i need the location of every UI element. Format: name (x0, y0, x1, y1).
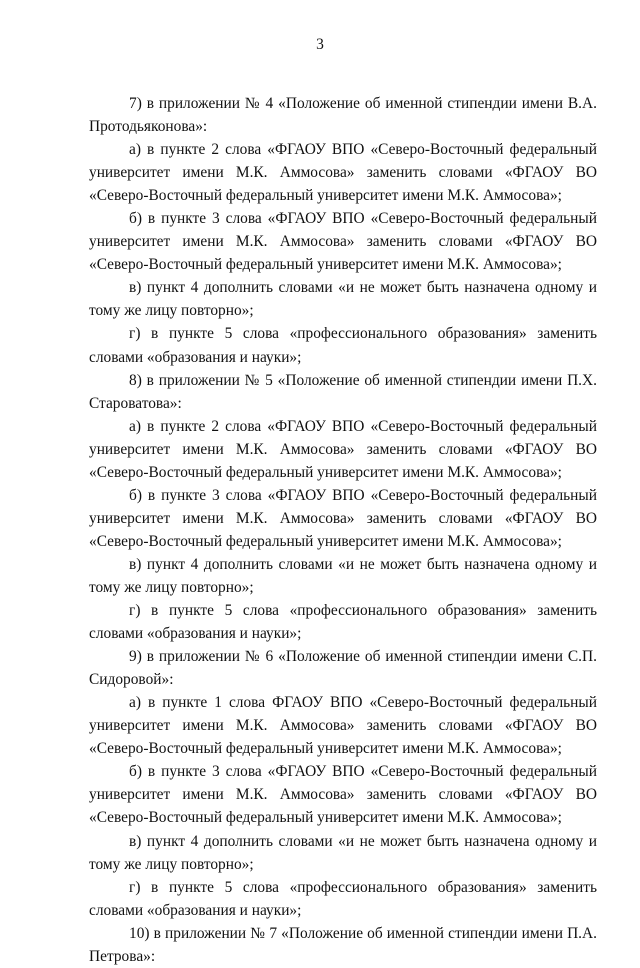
paragraph-9b: б) в пункте 3 слова «ФГАОУ ВПО «Северо-Восточный федеральный университет имени М.К. Аммосова» заменить словами «ФГАОУ ВО «Северо-Восточный федеральный университет имени М.К. Аммосова»; (89, 763, 597, 827)
page-number: 3 (316, 36, 324, 53)
paragraph-8b: б) в пункте 3 слова «ФГАОУ ВПО «Северо-Восточный федеральный университет имени М.К. Аммосова» заменить словами «ФГАОУ ВО «Северо-Восточный федеральный университет имени М.К. Аммосова»; (89, 486, 597, 550)
paragraph-7a: а) в пункте 2 слова «ФГАОУ ВПО «Северо-Восточный федеральный университет имени М.К. Аммосова» заменить словами «ФГАОУ ВО «Северо-Восточный федеральный университет имени М.К. Аммосова»; (89, 141, 597, 205)
paragraph-9a: а) в пункте 1 слова ФГАОУ ВПО «Северо-Восточный федеральный университет имени М.К. Аммосова» заменить словами «ФГАОУ ВО «Северо-Восточный федеральный университет имени М.К. Аммосова»; (89, 694, 597, 758)
paragraph-7b: б) в пункте 3 слова «ФГАОУ ВПО «Северо-Восточный федеральный университет имени М.К. Аммосова» заменить словами «ФГАОУ ВО «Северо-Восточный федеральный университет имени М.К. Аммосова»; (89, 210, 597, 274)
paragraph-9v: в) пункт 4 дополнить словами «и не может быть назначена одному и тому же лицу повторно»; (89, 832, 597, 873)
paragraph-item-10: 10) в приложении № 7 «Положение об именной стипендии имени П.А. Петрова»: (89, 924, 597, 965)
paragraph-item-8: 8) в приложении № 5 «Положение об именной стипендии имени П.Х. Староватова»: (89, 371, 597, 412)
paragraph-item-9: 9) в приложении № 6 «Положение об именной стипендии имени С.П. Сидоровой»: (89, 648, 597, 689)
paragraph-8g: г) в пункте 5 слова «профессионального образования» заменить словами «образования и науки»; (89, 602, 597, 643)
document-body (89, 92, 597, 968)
paragraph-8a: а) в пункте 2 слова «ФГАОУ ВПО «Северо-Восточный федеральный университет имени М.К. Аммосова» заменить словами «ФГАОУ ВО «Северо-Восточный федеральный университет имени М.К. Аммосова»; (89, 417, 597, 481)
paragraph-7v: в) пункт 4 дополнить словами «и не может быть назначена одному и тому же лицу повторно»; (89, 279, 597, 320)
paragraph-7g: г) в пункте 5 слова «профессионального образования» заменить словами «образования и науки»; (89, 325, 597, 366)
paragraph-item-7: 7) в приложении № 4 «Положение об именной стипендии имени В.А. Протодьяконова»: (89, 95, 597, 136)
paragraph-9g: г) в пункте 5 слова «профессионального образования» заменить словами «образования и науки»; (89, 878, 597, 919)
paragraph-8v: в) пункт 4 дополнить словами «и не может быть назначена одному и тому же лицу повторно»; (89, 555, 597, 596)
